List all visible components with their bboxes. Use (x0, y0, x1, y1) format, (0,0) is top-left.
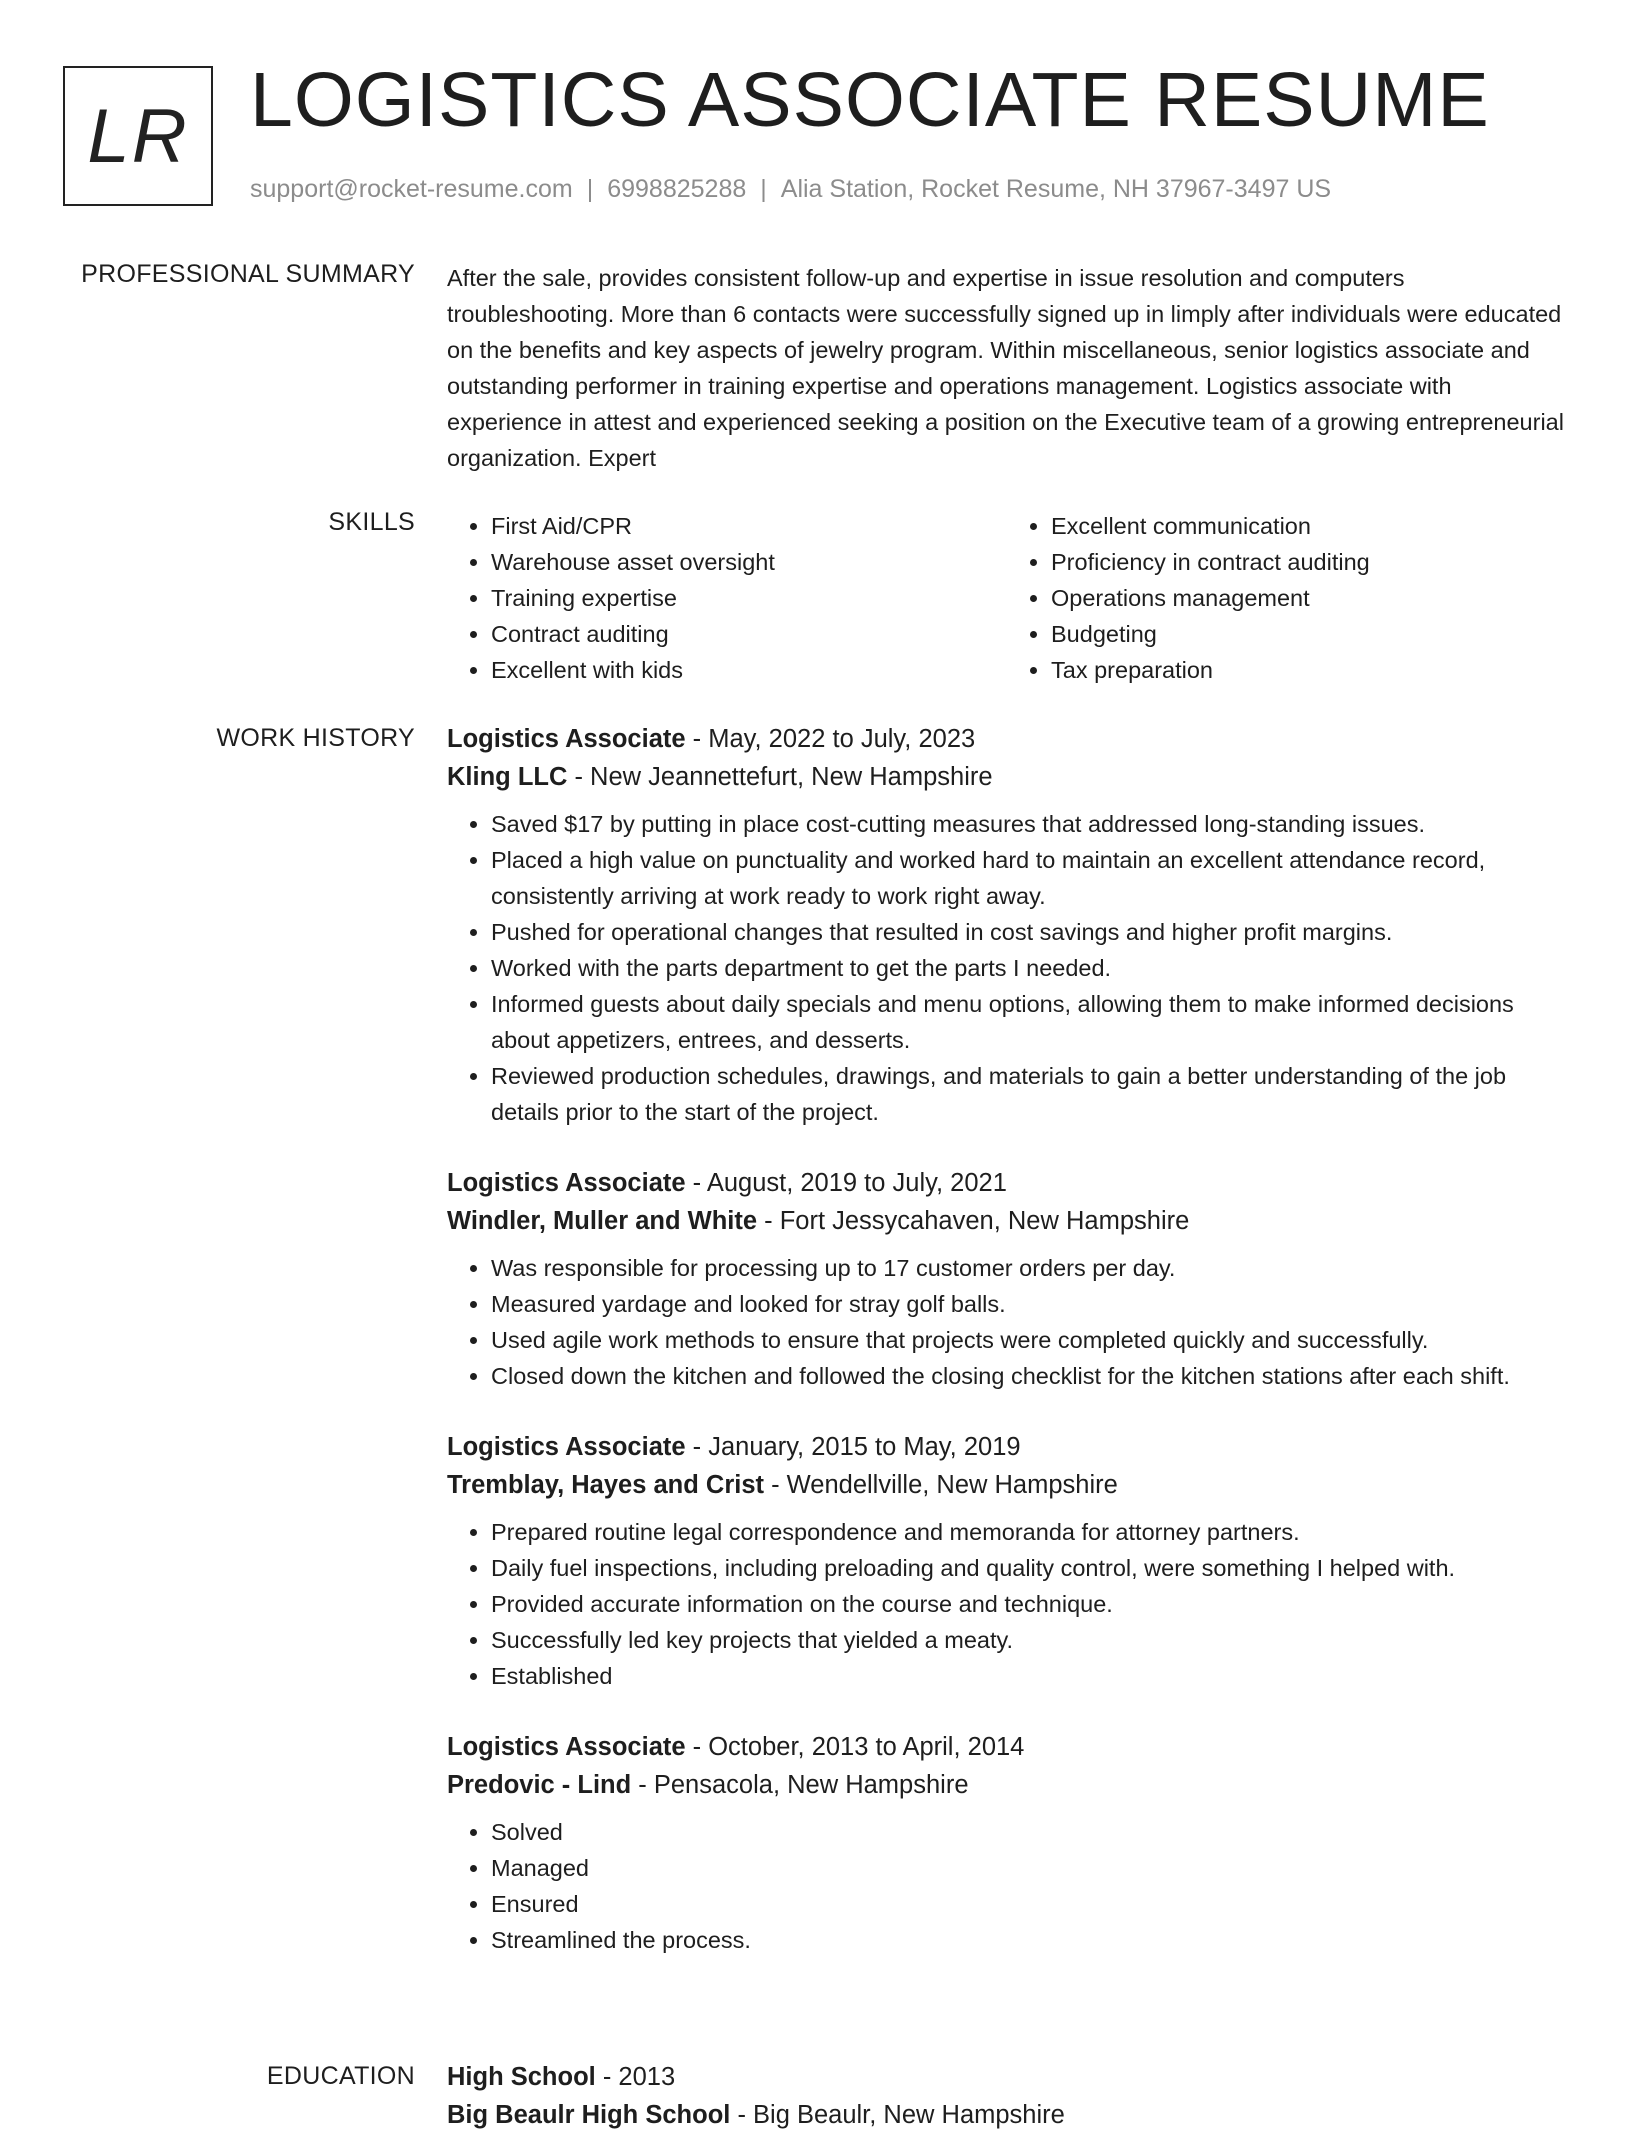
resume-title: LOGISTICS ASSOCIATE RESUME (250, 57, 1490, 143)
job-entry (447, 1428, 1567, 1694)
skill-item: • First Aid/CPR (491, 508, 1007, 544)
skill-item: • Tax preparation (1051, 652, 1567, 688)
section-title-skills: SKILLS (328, 508, 415, 536)
skill-item: • Budgeting (1051, 616, 1567, 652)
skill-item: • Proficiency in contract auditing (1051, 544, 1567, 580)
skill-item: • Excellent communication (1051, 508, 1567, 544)
job-dates: - August, 2019 to July, 2021 (685, 1169, 1007, 1197)
job-location: - Fort Jessycahaven, New Hampshire (757, 1207, 1190, 1235)
job-company-line (447, 1466, 1567, 1504)
phone-number: 6998825288 (607, 175, 747, 203)
list-item: • Ensured (491, 1886, 1567, 1922)
list-item: • Was responsible for processing up to 17 customer orders per day. (491, 1250, 1567, 1286)
section-title-work: WORK HISTORY (216, 724, 415, 752)
job-role: Logistics Associate (447, 1169, 686, 1197)
job-company-line (447, 1202, 1567, 1240)
contact-line (250, 175, 1331, 204)
school-line (447, 2096, 1567, 2134)
job-role: Logistics Associate (447, 1733, 686, 1761)
skills-column-right (1007, 508, 1567, 688)
list-item: • Established (491, 1658, 1567, 1694)
separator: | (760, 175, 767, 203)
list-item: • Used agile work methods to ensure that projects were completed quickly and successfully. (491, 1322, 1567, 1358)
school-location: - Big Beaulr, New Hampshire (730, 2101, 1065, 2129)
list-item: • Reviewed production schedules, drawings, and materials to gain a better understanding of the job details prior to the start of the project. (491, 1058, 1567, 1130)
job-company: Windler, Muller and White (447, 1207, 758, 1235)
list-item: • Closed down the kitchen and followed the closing checklist for the kitchen stations after each shift. (491, 1358, 1567, 1394)
job-dates: - May, 2022 to July, 2023 (685, 725, 976, 753)
degree-line (447, 2058, 1567, 2096)
list-item: • Worked with the parts department to get the parts I needed. (491, 950, 1567, 986)
address: Alia Station, Rocket Resume, NH 37967-3497 US (780, 175, 1332, 203)
job-bullets (447, 1814, 1567, 1958)
skill-item: • Operations management (1051, 580, 1567, 616)
job-company: Predovic - Lind (447, 1771, 632, 1799)
job-title-line (447, 1164, 1567, 1202)
skill-item: • Training expertise (491, 580, 1007, 616)
skill-item: • Contract auditing (491, 616, 1007, 652)
list-item: • Daily fuel inspections, including preloading and quality control, were something I helped with. (491, 1550, 1567, 1586)
list-item: • Placed a high value on punctuality and worked hard to maintain an excellent attendance record, consistently arriving at work ready to work right away. (491, 842, 1567, 914)
list-item: • Streamlined the process. (491, 1922, 1567, 1958)
list-item: • Informed guests about daily specials and menu options, allowing them to make informed decisions about appetizers, entrees, and desserts. (491, 986, 1567, 1058)
summary-text: After the sale, provides consistent follow-up and expertise in issue resolution and computers troubleshooting. More than 6 contacts were successfully signed up in limply after individuals were educated on the benefits and key aspects of jewelry program. Within miscellaneous, senior logistics associate and outstanding performer in training expertise and operations management. Logistics associate with experience in attest and experienced seeking a position on the Executive team of a growing entrepreneurial organization. Expert (447, 265, 1564, 471)
education-year: - 2013 (595, 2063, 676, 2091)
job-dates: - October, 2013 to April, 2014 (685, 1733, 1025, 1761)
skill-item: • Warehouse asset oversight (491, 544, 1007, 580)
job-location: - Wendellville, New Hampshire (764, 1471, 1118, 1499)
job-title-line (447, 720, 1567, 758)
list-item: • Managed (491, 1850, 1567, 1886)
email-link[interactable]: support@rocket-resume.com (250, 175, 573, 203)
list-item: • Saved $17 by putting in place cost-cutting measures that addressed long-standing issues. (491, 806, 1567, 842)
work-history-list (447, 720, 1567, 1992)
list-item: • Pushed for operational changes that resulted in cost savings and higher profit margins. (491, 914, 1567, 950)
job-location: - New Jeannettefurt, New Hampshire (567, 763, 993, 791)
monogram-logo (63, 66, 213, 206)
skill-item: • Excellent with kids (491, 652, 1007, 688)
skills-column-left (447, 508, 1007, 688)
job-entry (447, 1728, 1567, 1958)
list-item: • Provided accurate information on the course and technique. (491, 1586, 1567, 1622)
list-item: • Solved (491, 1814, 1567, 1850)
education-entry (447, 2058, 1567, 2134)
monogram-initials: LR (87, 93, 189, 179)
job-entry (447, 1164, 1567, 1394)
list-item: • Successfully led key projects that yielded a meaty. (491, 1622, 1567, 1658)
job-role: Logistics Associate (447, 1433, 686, 1461)
section-title-summary: PROFESSIONAL SUMMARY (81, 260, 415, 288)
degree: High School (447, 2063, 596, 2091)
job-bullets (447, 1250, 1567, 1394)
job-company-line (447, 1766, 1567, 1804)
section-title-education: EDUCATION (266, 2062, 415, 2090)
job-company: Kling LLC (447, 763, 568, 791)
job-bullets (447, 806, 1567, 1130)
school-name: Big Beaulr High School (447, 2101, 731, 2129)
list-item: • Measured yardage and looked for stray golf balls. (491, 1286, 1567, 1322)
job-title-line (447, 1728, 1567, 1766)
job-bullets (447, 1514, 1567, 1694)
job-entry (447, 720, 1567, 1130)
list-item: • Prepared routine legal correspondence and memoranda for attorney partners. (491, 1514, 1567, 1550)
job-role: Logistics Associate (447, 725, 686, 753)
separator: | (586, 175, 594, 203)
job-location: - Pensacola, New Hampshire (631, 1771, 969, 1799)
job-company: Tremblay, Hayes and Crist (447, 1471, 764, 1499)
job-dates: - January, 2015 to May, 2019 (685, 1433, 1021, 1461)
job-company-line (447, 758, 1567, 796)
job-title-line (447, 1428, 1567, 1466)
skills-list (447, 508, 1567, 688)
